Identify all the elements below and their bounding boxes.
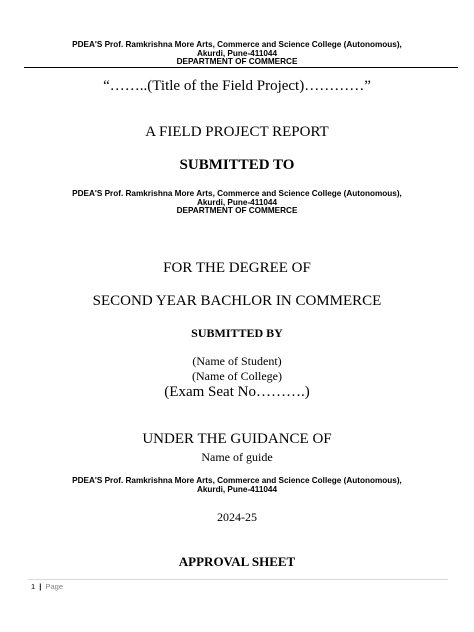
guide-name: Name of guide	[201, 450, 273, 464]
page-label: Page	[45, 582, 63, 591]
approval-sheet-heading: APPROVAL SHEET	[178, 554, 296, 569]
guide-institution-address: Akurdi, Pune-411044	[196, 485, 278, 494]
footer-rule	[28, 579, 448, 580]
institution-department: DEPARTMENT OF COMMERCE	[176, 206, 298, 215]
student-name: (Name of Student)	[192, 354, 282, 368]
submitted-to-heading: SUBMITTED TO	[179, 157, 295, 173]
project-title-placeholder: “……..(Title of the Field Project)…………”	[103, 78, 371, 94]
header-address: Akurdi, Pune-411044	[196, 49, 278, 58]
college-name: (Name of College)	[192, 369, 282, 383]
guide-institution-name: PDEA'S Prof. Ramkrishna More Arts, Commerce and Science College (Autonomous),	[72, 476, 402, 485]
academic-year: 2024-25	[217, 510, 257, 524]
submitted-by-heading: SUBMITTED BY	[191, 326, 283, 340]
institution-college-name: PDEA'S Prof. Ramkrishna More Arts, Commerce and Science College (Autonomous),	[72, 189, 402, 198]
header-rule	[24, 67, 458, 68]
page-footer	[31, 582, 63, 591]
institution-address: Akurdi, Pune-411044	[196, 198, 278, 207]
guidance-heading: UNDER THE GUIDANCE OF	[142, 431, 332, 447]
report-heading: A FIELD PROJECT REPORT	[145, 124, 329, 140]
degree-heading: FOR THE DEGREE OF	[163, 260, 311, 276]
page-separator: |	[39, 582, 42, 591]
degree-name: SECOND YEAR BACHLOR IN COMMERCE	[92, 293, 382, 309]
page-number: 1	[31, 582, 36, 591]
exam-seat-number: (Exam Seat No……….)	[164, 384, 310, 400]
header-department: DEPARTMENT OF COMMERCE	[176, 57, 298, 66]
header-college-name: PDEA'S Prof. Ramkrishna More Arts, Commerce and Science College (Autonomous),	[72, 40, 402, 49]
